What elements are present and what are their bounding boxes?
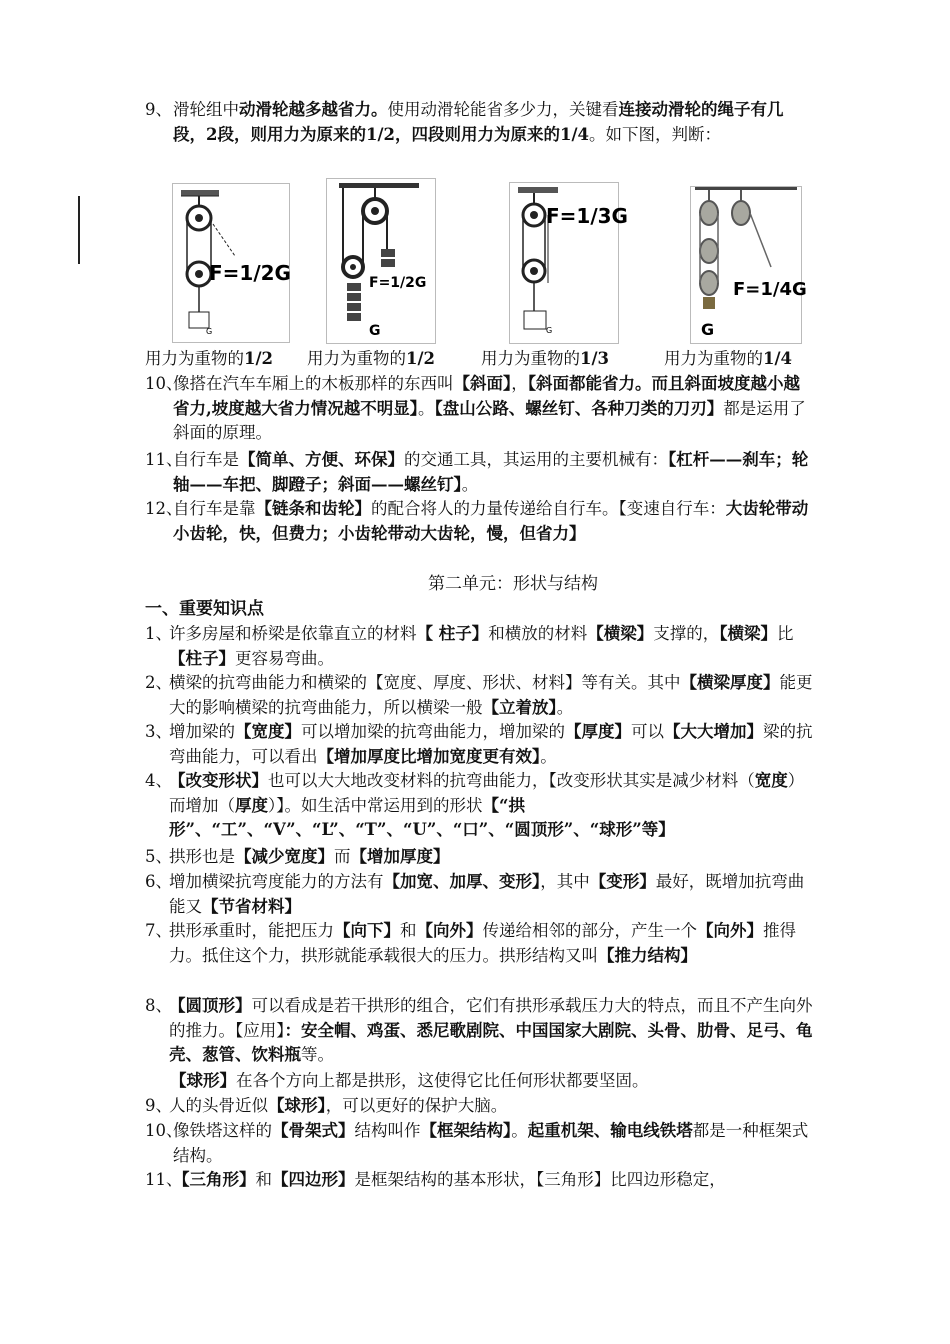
item-number: 10、 <box>145 1121 183 1140</box>
item-number: 11、 <box>145 450 183 469</box>
item-number: 11、 <box>145 1170 183 1189</box>
force-label: F=1/2G <box>209 261 291 285</box>
item-number: 6、 <box>145 872 172 891</box>
item-text: 【三角形】和【四边形】是框架结构的基本形状，【三角形】比四边形稳定， <box>173 1170 726 1189</box>
item-number: 3、 <box>145 722 172 741</box>
item-number: 7、 <box>145 921 172 940</box>
item-text: 【球形】在各个方向上都是拱形，这使得它比任何形状都要坚固。 <box>170 1071 649 1090</box>
knowledge-point-8-sphere <box>170 1069 813 1094</box>
pulley-figure-3 <box>509 182 628 344</box>
item-text: 许多房屋和桥梁是依靠直立的材料【 柱子】和横放的材料【横梁】支撑的，【横梁】比【柱子】更容易弯曲。 <box>169 624 794 668</box>
force-label: F=1/4G <box>733 279 807 300</box>
unit-title: 第二单元：形状与结构 <box>428 574 598 594</box>
item-text: 人的头骨近似【球形】，可以更好的保护大脑。 <box>169 1096 508 1115</box>
knowledge-point-10 <box>145 1119 813 1168</box>
margin-change-bar <box>78 196 80 264</box>
item-text: 横梁的抗弯曲能力和横梁的【宽度、厚度、形状、材料】等有关。其中【横梁厚度】能更大的影响横梁的抗弯曲能力，所以横梁一般【立着放】。 <box>169 673 813 717</box>
pulley-figure-2 <box>326 178 436 344</box>
knowledge-point-3 <box>145 720 813 769</box>
item-text: 拱形也是【减少宽度】而【增加厚度】 <box>169 847 450 866</box>
caption-4: 用力为重物的1/4 <box>664 349 792 368</box>
item-number: 9、 <box>145 100 172 119</box>
knowledge-point-9 <box>145 1094 813 1119</box>
item-number: 4、 <box>145 771 172 790</box>
knowledge-point-6 <box>145 870 813 919</box>
item-text: 【圆顶形】可以看成是若干拱形的组合，它们有拱形承载压力大的特点，而且不产生向外的推力。【应用】：安全帽、鸡蛋、悉尼歌剧院、中国国家大剧院、头骨、肋骨、足弓、龟壳、葱管、饮料瓶等。 <box>169 996 813 1064</box>
item-number: 10、 <box>145 374 183 393</box>
item-10 <box>145 372 813 446</box>
pulley-figure-1 <box>172 183 290 343</box>
item-number: 9、 <box>145 1096 172 1115</box>
item-number: 5、 <box>145 847 172 866</box>
caption-1: 用力为重物的1/2 <box>145 349 273 368</box>
item-number: 12、 <box>145 499 183 518</box>
item-12 <box>145 497 813 546</box>
knowledge-point-11 <box>145 1168 813 1193</box>
item-number: 1、 <box>145 624 172 643</box>
item-text: 拱形承重时，能把压力【向下】和【向外】传递给相邻的部分，产生一个【向外】推得力。抵住这个力，拱形就能承载很大的压力。拱形结构又叫【推力结构】 <box>169 921 796 965</box>
weight-label: G <box>206 327 213 336</box>
force-label: F=1/3G <box>546 204 628 228</box>
item-text: 【改变形状】也可以大大地改变材料的抗弯曲能力，【改变形状其实是减少材料（宽度）而增加（厚度）】。如生活中常运用到的形状【“拱形”、“工”、“V”、“L”、“T”、“U”、“口”、“圆顶形”、“球形”等】 <box>169 771 805 839</box>
item-text: 增加横梁抗弯度能力的方法有【加宽、加厚、变形】，其中【变形】最好，既增加抗弯曲能又【节省材料】 <box>169 872 805 916</box>
weight-label: G <box>546 326 553 335</box>
item-9 <box>145 98 813 147</box>
knowledge-point-7 <box>145 919 813 968</box>
knowledge-point-1 <box>145 622 813 671</box>
weight-label: G <box>369 323 381 339</box>
item-text: 滑轮组中动滑轮越多越省力。使用动滑轮能省多少力，关键看连接动滑轮的绳子有几段，2段，则用力为原来的1/2，四段则用力为原来的1/4。如下图，判断： <box>173 100 784 144</box>
force-label: F=1/2G <box>369 275 427 291</box>
item-text: 增加梁的【宽度】可以增加梁的抗弯曲能力，增加梁的【厚度】可以【大大增加】梁的抗弯曲能力，可以看出【增加厚度比增加宽度更有效】。 <box>169 722 813 766</box>
item-text: 自行车是靠【链条和齿轮】的配合将人的力量传递给自行车。【变速自行车：大齿轮带动小齿轮，快，但费力；小齿轮带动大齿轮，慢，但省力】 <box>173 499 809 543</box>
knowledge-point-2 <box>145 671 813 720</box>
knowledge-point-4 <box>145 769 813 843</box>
item-text: 自行车是【简单、方便、环保】的交通工具，其运用的主要机械有：【杠杆——刹车；轮轴——车把、脚蹬子；斜面——螺丝钉】。 <box>173 450 809 494</box>
item-11 <box>145 448 813 497</box>
item-number: 2、 <box>145 673 172 692</box>
weight-label: G <box>701 320 715 339</box>
item-number: 8、 <box>145 996 172 1015</box>
section-title: 一、重要知识点 <box>145 599 264 619</box>
pulley-figure-4 <box>690 186 807 344</box>
caption-3: 用力为重物的1/3 <box>481 349 609 368</box>
item-text: 像铁塔这样的【骨架式】结构叫作【框架结构】。起重机架、输电线铁塔都是一种框架式结构。 <box>173 1121 809 1165</box>
caption-2: 用力为重物的1/2 <box>307 349 435 368</box>
item-text: 像搭在汽车车厢上的木板那样的东西叫【斜面】，【斜面都能省力。而且斜面坡度越小越省力,坡度越大省力情况越不明显】。【盘山公路、螺丝钉、各种刀类的刀刃】都是运用了斜面的原理。 <box>173 374 806 442</box>
knowledge-point-8 <box>145 994 813 1068</box>
knowledge-point-5 <box>145 845 813 870</box>
